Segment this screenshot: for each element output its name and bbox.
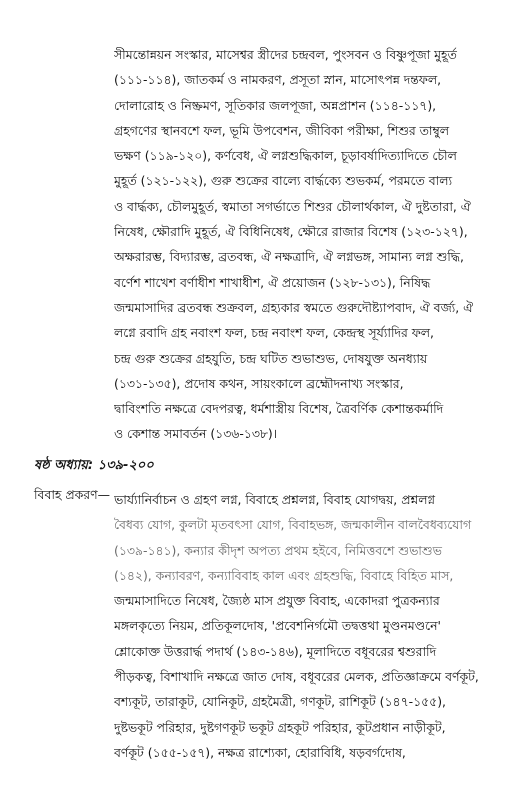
text-line: শ্লোকোক্ত উত্তরার্দ্ধ পদার্থ (১৪৩-১৪৬), মূলাদিতে বধূবরের শ্বশুরাদি — [114, 643, 437, 659]
text-line: বর্ণকূট (১৫৫-১৫৭), নক্ষত্র রাশ্যেকা, হোরাবিধি, ষড়বর্গদোষ, — [114, 744, 406, 760]
text-line: দ্বাবিংশতি নক্ষত্রে বেদপরত্ব, ধর্মশাস্ত্রীয় বিশেষ, ত্রৈবর্ণিক কেশান্তকর্মাদি — [114, 401, 444, 417]
text-line: অক্ষরারম্ভ, বিদ্যারম্ভ, ব্রতবন্ধ, ঐ নক্ষত্রাদি, ঐ লগ্নভঙ্গ, সামান্য লগ্ন শুদ্ধি, — [114, 249, 464, 265]
text-line: জন্মমাসাদির ব্রতবন্ধ শুক্রবল, গ্রহ্যকার স্বমতে গুরুদৌষ্ট্যাপবাদ, ঐ বর্জ্য, ঐ — [114, 299, 474, 315]
text-line: লগ্নে রবাদি গ্রহ নবাংশ ফল, চন্দ্র নবাংশ ফল, কেন্দ্রস্থ সূর্য্যাদির ফল, — [114, 325, 434, 341]
contents-paragraph-chapter-5 — [114, 42, 506, 447]
contents-paragraph-marriage-section — [114, 487, 506, 765]
text-line: বর্ণেশ শাখেশ বর্ণাধীশ শাখাধীশ, ঐ প্রয়োজন (১২৮-১৩১), নিষিদ্ধ — [114, 274, 431, 290]
section-label: বিবাহ প্রকরণ— — [34, 487, 110, 502]
text-line: বশ্যকূট, তারাকূট, যোনিকূট, গ্রহমৈত্রী, গণকূট, রাশিকূট (১৪৭-১৫৫), — [114, 694, 446, 710]
text-line: ভক্ষণ (১১৯-১২০), কর্ণবেধ, ঐ লগ্নশুদ্ধিকাল, চূড়াবর্ষাদিত্যাদিতে চৌল — [114, 148, 457, 164]
text-line: ও বার্দ্ধক্য, চৌলমুহূর্ত, স্বমাতা সগর্ভাতে শিশুর চৌলার্থকাল, ঐ দুষ্টতারা, ঐ — [114, 198, 471, 214]
text-line: ও কেশান্ত সমাবর্তন (১৩৬-১৩৮)। — [114, 426, 278, 442]
text-line: মুহূর্ত (১২১-১২২), গুরু শুক্রের বাল্যে বার্দ্ধক্যে শুভকর্ম, পরমতে বাল্য — [114, 173, 453, 189]
text-line: (১৪২), কন্যাবরণ, কন্যাবিবাহ কাল এবং গ্রহশুদ্ধি, বিবাহে বিহিত মাস, — [114, 567, 454, 583]
text-line: সীমন্তোন্নয়ন সংস্কার, মাসেশ্বর স্ত্রীদের চন্দ্রবল, পুংসবন ও বিষ্ণুপূজা মুহূর্ত — [114, 47, 457, 62]
text-line: দুষ্টভকূট পরিহার, দুষ্টগণকূট ভকূট গ্রহকূট পরিহার, কূটপ্রধান নাড়ীকূট, — [114, 719, 446, 735]
text-line: পীড়কত্ব, বিশাখাদি নক্ষত্রে জাত দোষ, বধূবরের মেলক, প্রতিজ্ঞাক্রমে বর্ণকূট, — [114, 669, 479, 685]
chapter-heading: ষষ্ঠ অধ্যায়: ১৩৯-২০০ — [34, 458, 154, 473]
text-line: ভার্য্যানির্বাচন ও গ্রহণ লগ্ন, বিবাহে প্রশ্নলগ্ন, বিবাহ যোগদ্বয়, প্রশ্নলগ্ন — [114, 492, 435, 507]
text-line: নিষেধ, ক্ষৌরাদি মুহূর্ত, ঐ বিধিনিষেধ, ক্ষৌরে রাজার বিশেষ (১২৩-১২৭), — [114, 224, 468, 240]
text-line: (১৩৯-১৪১), কন্যার কীদৃশ অপত্য প্রথম হইবে, নিমিত্তবশে শুভাশুভ — [114, 542, 442, 558]
text-line: (১১১-১১৪), জাতকর্ম ও নামকরণ, প্রসূতা স্নান, মাসোৎপন্ন দন্তফল, — [114, 72, 442, 88]
text-line: (১৩১-১৩৫), প্রদোষ কথন, সায়ংকালে ব্রহ্মৌদনাখ্য সংস্কার, — [114, 375, 404, 391]
text-line: চন্দ্র গুরু শুক্রের গ্রহযুতি, চন্দ্র ঘটিত শুভাশুভ, দোষযুক্ত অনধ্যায় — [114, 350, 428, 366]
text-line: গ্রহগণের স্থানবশে ফল, ভূমি উপবেশন, জীবিকা পরীক্ষা, শিশুর তাম্বুল — [114, 122, 450, 138]
text-line: দোলারোহ ও নিষ্ক্রমণ, সূতিকার জলপূজা, অন্নপ্রাশন (১১৪-১১৭), — [114, 97, 437, 113]
text-line: জন্মমাসাদিতে নিষেধ, জ্যৈষ্ঠ মাস প্রযুক্ত বিবাহ, একোদরা পুত্রকন্যার — [114, 593, 440, 609]
text-line: মঙ্গলকৃত্যে নিয়ম, প্রতিকূলদোষ, 'প্রবেশনির্গমৌ তদ্বত্তথা মুণ্ডনমণ্ডনে' — [114, 618, 441, 634]
text-line: বৈধব্য যোগ, কুলটা মৃতবৎসা যোগ, বিবাহভঙ্গ, জন্মকালীন বালবৈধব্যযোগ — [114, 517, 472, 533]
